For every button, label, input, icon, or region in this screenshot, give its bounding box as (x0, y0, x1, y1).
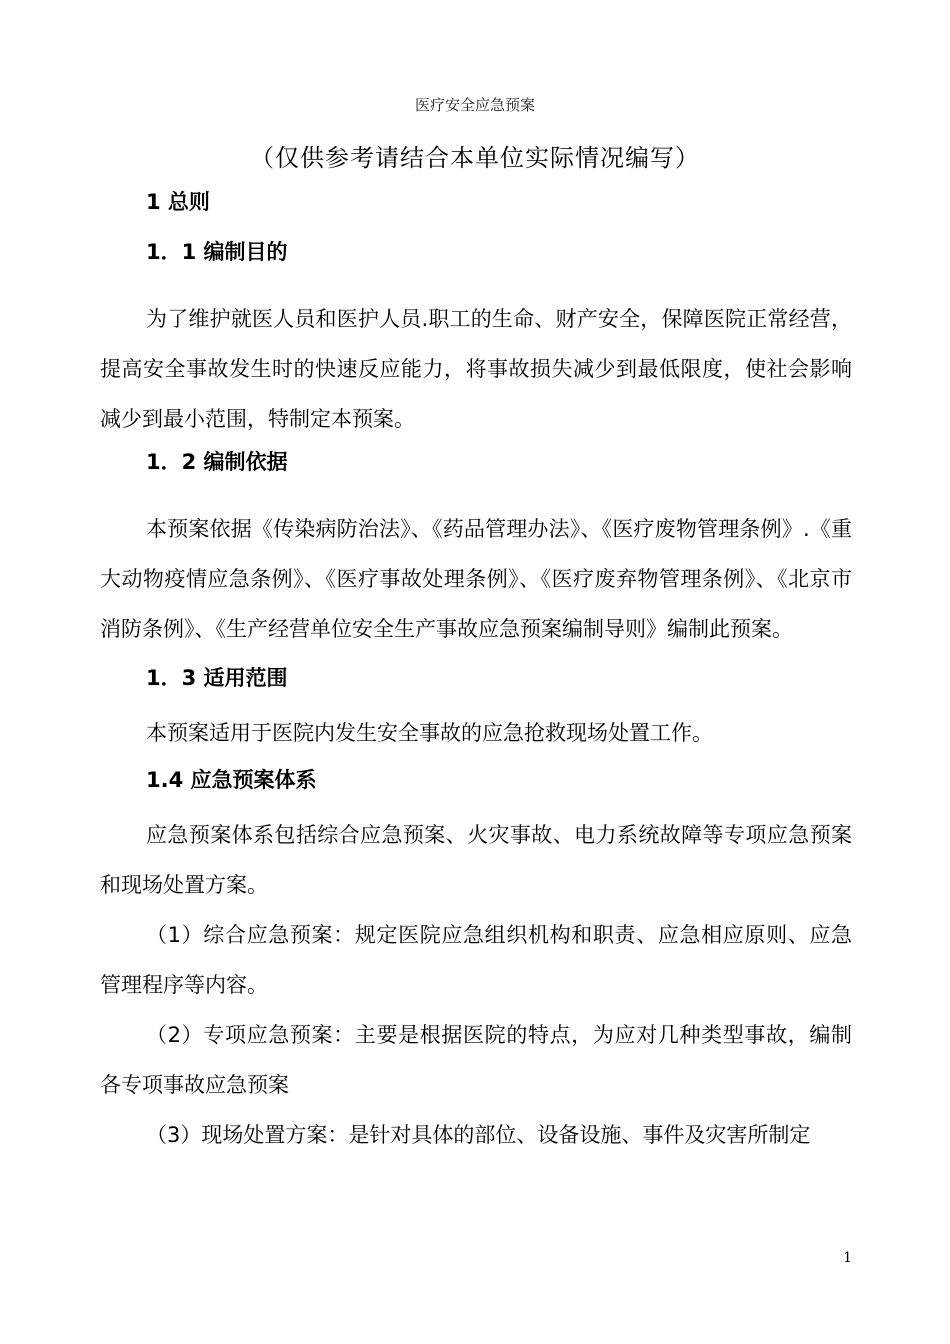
document-subtitle: （仅供参考请结合本单位实际情况编写） (250, 144, 700, 172)
page-number: 1 (843, 1250, 852, 1266)
header-title: 医疗安全应急预案 (414, 96, 535, 114)
paragraph-1-1: 为了维护就医人员和医护人员.职工的生命、财产安全，保障医院正常经营，提高安全事故发生时的快速反应能力，将事故损失减少到最低限度，使社会影响减少到最小范围，特制定本预案。 (100, 307, 852, 431)
paragraph-1-3: 本预案适用于医院内发生安全事故的应急抢救现场处置工作。 (146, 721, 713, 745)
heading-1-1: 1．1 编制目的 (146, 240, 288, 264)
list-item-1: （1）综合应急预案：规定医院应急组织机构和职责、应急相应原则、应急管理程序等内容。 (100, 923, 852, 997)
heading-1-2: 1．2 编制依据 (146, 450, 288, 474)
list-item-3: （3）现场处置方案：是针对具体的部位、设备设施、事件及灾害所制定 (146, 1123, 811, 1147)
heading-1-3: 1．3 适用范围 (146, 666, 288, 690)
list-item-2: （2）专项应急预案：主要是根据医院的特点，为应对几种类型事故，编制各专项事故应急预案 (100, 1023, 852, 1097)
paragraph-1-2: 本预案依据《传染病防治法》、《药品管理办法》、《医疗废物管理条例》.《重大动物疫情应急条例》、《医疗事故处理条例》、《医疗废弃物管理条例》、《北京市消防条例》、《生产经营单位安全生产事故应急预案编制导则》编制此预案。 (100, 517, 852, 641)
paragraph-1-4: 应急预案体系包括综合应急预案、火灾事故、电力系统故障等专项应急预案和现场处置方案。 (100, 823, 852, 897)
heading-1: 1 总则 (146, 190, 210, 214)
document-body (100, 182, 852, 1160)
heading-1-4: 1.4 应急预案体系 (146, 768, 317, 792)
